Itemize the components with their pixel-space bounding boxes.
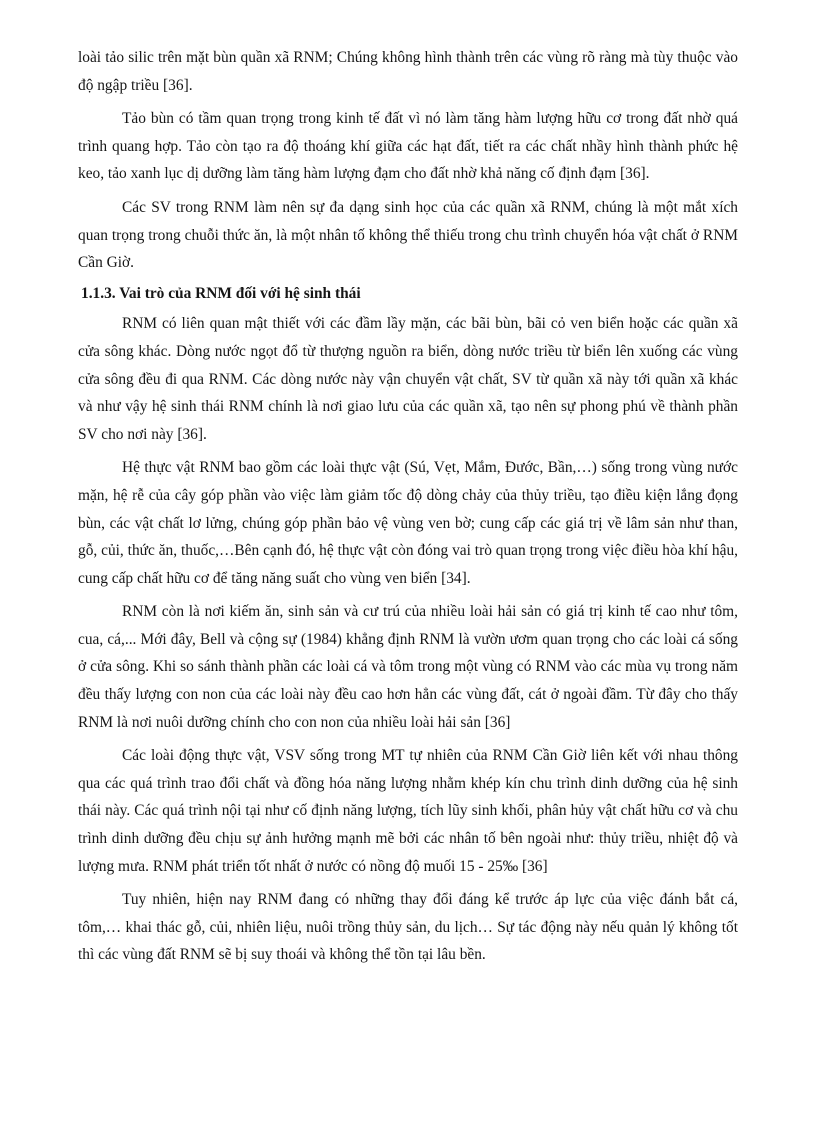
section-heading: 1.1.3. Vai trò của RNM đối với hệ sinh thái bbox=[81, 284, 361, 302]
paragraph-nursery: RNM còn là nơi kiếm ăn, sinh sản và cư trú của nhiều loài hải sản có giá trị kinh tế cao như tôm, cua, cá,... Mới đây, Bell và cộng sự (1984) khẳng định RNM là vườn ươm quan trọng cho các loài cá sống ở cửa sông. Khi so sánh thành phần các loài cá và tôm trong một vùng có RNM vào các mùa vụ trong năm đều thấy lượng con non của các loài này đều cao hơn hẳn các vùng đất, cát ở ngoài đầm. Từ đây cho thấy RNM là nơi nuôi dưỡng chính cho con non của nhiều loài hải sản [36] bbox=[78, 603, 738, 731]
paragraph-threats: Tuy nhiên, hiện nay RNM đang có những thay đổi đáng kể trước áp lực của việc đánh bắt cá, tôm,… khai thác gỗ, củi, nhiên liệu, nuôi trồng thủy sản, du lịch… Sự tác động này nếu quản lý không tốt thì các vùng đất RNM sẽ bị suy thoái và không thể tồn tại lâu bền. bbox=[78, 891, 738, 964]
paragraph-mud-algae: Tảo bùn có tầm quan trọng trong kinh tế đất vì nó làm tăng hàm lượng hữu cơ trong đất nhờ quá trình quang hợp. Tảo còn tạo ra độ thoáng khí giữa các hạt đất, tiết ra các chất nhầy hình thành phức hệ keo, tảo xanh lục dị dưỡng làm tăng hàm lượng đạm cho đất nhờ khả năng cố định đạm [36]. bbox=[78, 110, 738, 183]
document-page bbox=[78, 44, 738, 969]
paragraph-biodiversity: Các SV trong RNM làm nên sự đa dạng sinh học của các quần xã RNM, chúng là một mắt xích quan trọng trong chuỗi thức ăn, là một nhân tố không thể thiếu trong chu trình chuyển hóa vật chất ở RNM Cần Giờ. bbox=[78, 198, 738, 272]
paragraph-flora-roles: Hệ thực vật RNM bao gồm các loài thực vật (Sú, Vẹt, Mắm, Đước, Bần,…) sống trong vùng nước mặn, hệ rễ của cây góp phần vào việc làm giảm tốc độ dòng chảy của thủy triều, tạo điều kiện lắng đọng bùn, các vật chất lơ lửng, chúng góp phần bảo vệ vùng ven bờ; cung cấp các giá trị về lâm sản như than, gỗ, củi, thức ăn, thuốc,…Bên cạnh đó, hệ thực vật còn đóng vai trò quan trọng trong việc điều hòa khí hậu, cung cấp chất hữu cơ để tăng năng suất cho vùng ven biển [34]. bbox=[78, 459, 738, 587]
paragraph-wetland-links: RNM có liên quan mật thiết với các đầm lầy mặn, các bãi bùn, bãi cỏ ven biển hoặc các quần xã cửa sông khác. Dòng nước ngọt đổ từ thượng nguồn ra biển, dòng nước triều từ biển lên xuống các vùng cửa sông đều đi qua RNM. Các dòng nước này vận chuyển vật chất, SV từ quần xã này tới quần xã khác và như vậy hệ sinh thái RNM chính là nơi giao lưu của các quần xã, tạo nên sự phong phú về thành phần SV cho nơi này [36]. bbox=[78, 315, 738, 443]
paragraph-nutrient-cycle: Các loài động thực vật, VSV sống trong MT tự nhiên của RNM Cần Giờ liên kết với nhau thông qua các quá trình trao đổi chất và đồng hóa năng lượng nhằm khép kín chu trình dinh dưỡng của hệ sinh thái này. Các quá trình nội tại như cố định năng lượng, tích lũy sinh khối, phân hủy vật chất hữu cơ và chu trình dinh dưỡng đều chịu sự ảnh hưởng mạnh mẽ bởi các nhân tố bên ngoài như: thủy triều, nhiệt độ và lượng mưa. RNM phát triển tốt nhất ở nước có nồng độ muối 15 - 25‰ [36] bbox=[78, 747, 738, 875]
paragraph-algae-silic: loài tảo silic trên mặt bùn quần xã RNM; Chúng không hình thành trên các vùng rõ ràng mà tùy thuộc vào độ ngập triều [36]. bbox=[78, 49, 738, 94]
